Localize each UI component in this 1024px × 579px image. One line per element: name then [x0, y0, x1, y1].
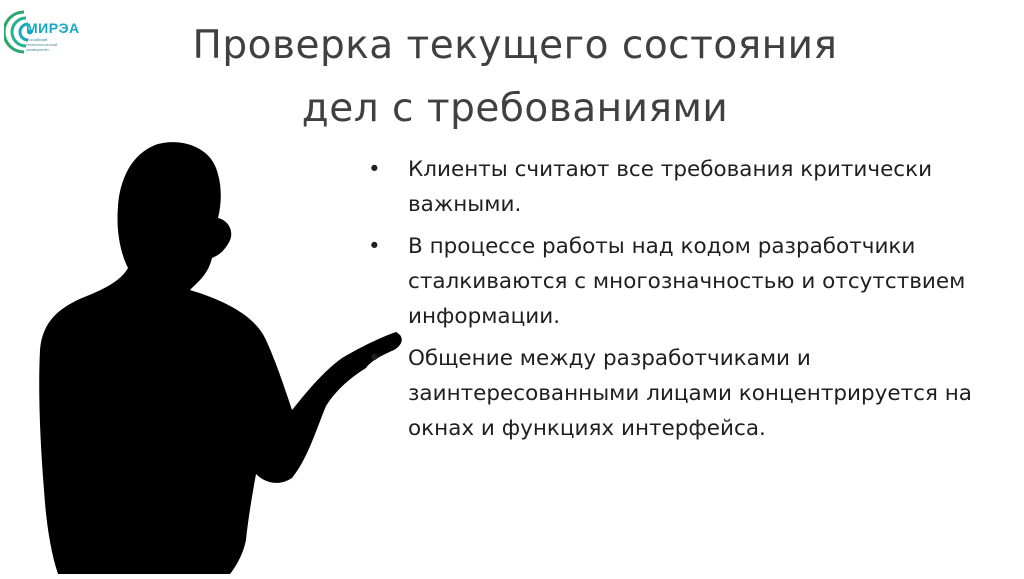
presenter-silhouette: [30, 140, 410, 579]
bullet-dot: •: [368, 234, 381, 259]
list-item: [360, 341, 1010, 446]
bullet-text: В процессе работы над кодом разработчики сталкиваются с многозначностью и отсутствием информации.: [408, 234, 966, 329]
list-item: [360, 152, 1010, 222]
bullet-dot: •: [368, 346, 381, 371]
bullet-dot: •: [368, 157, 381, 182]
bullet-list: [360, 152, 1010, 453]
bullet-text: Клиенты считают все требования критически важными.: [408, 157, 933, 217]
logo-subtitle: Российский технологический университет: [26, 37, 58, 52]
bullet-text: Общение между разработчиками и заинтересованными лицами концентрируется на окнах и функциях интерфейса.: [408, 346, 972, 441]
title-line-1: Проверка текущего состояния: [192, 23, 838, 68]
silhouette-image: [30, 140, 410, 574]
slide-title: [120, 14, 910, 140]
title-line-2: дел с требованиями: [301, 86, 729, 131]
list-item: [360, 229, 1010, 334]
logo-name: МИРЭА: [26, 20, 80, 36]
logo: [4, 6, 114, 64]
